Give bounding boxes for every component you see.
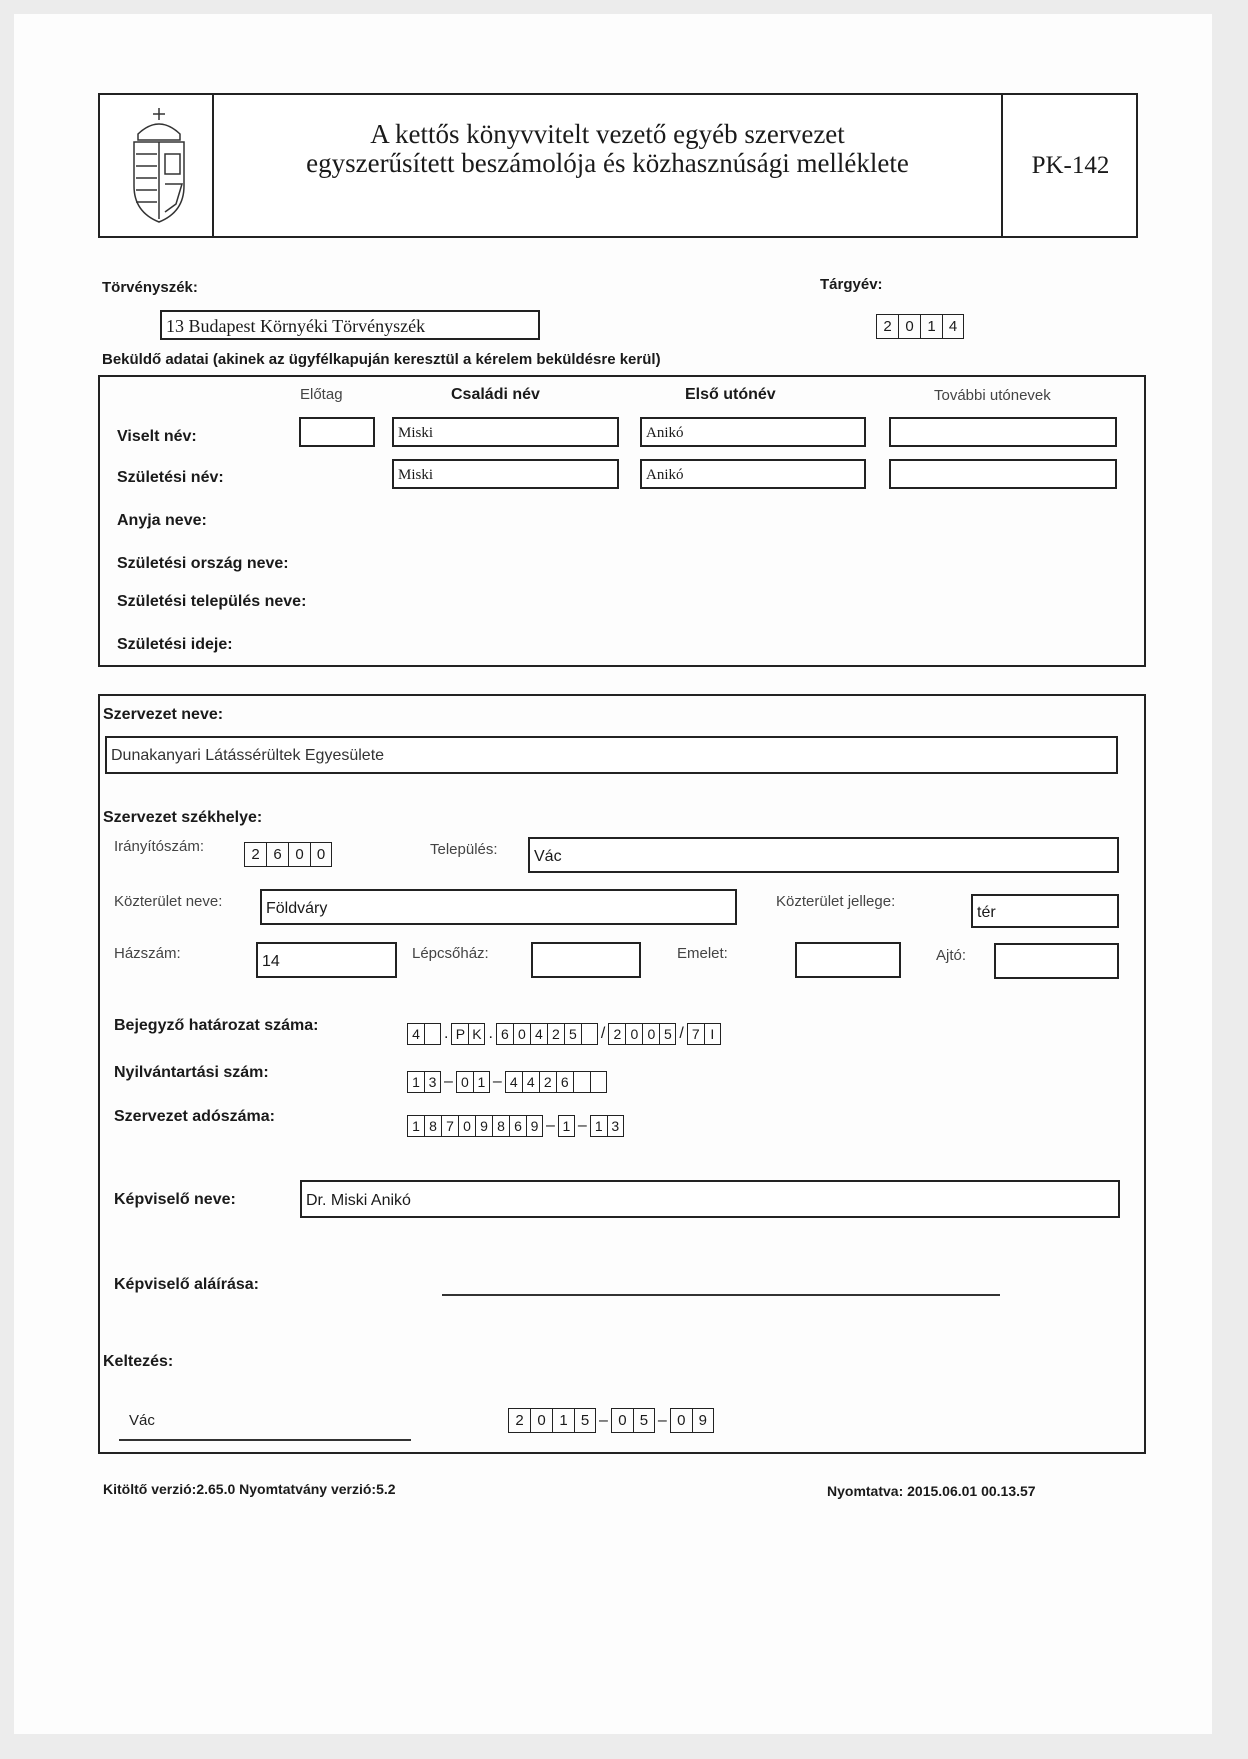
tax-digits[interactable] — [407, 1115, 624, 1137]
reg-digit: 4 — [530, 1023, 547, 1045]
year-digit: 2 — [876, 314, 898, 339]
court-label: Törvényszék: — [102, 279, 198, 296]
form-page — [14, 14, 1212, 1734]
city-label: Település: — [430, 841, 498, 858]
street-type-field[interactable]: tér — [971, 894, 1119, 928]
name-other-field[interactable] — [889, 417, 1117, 447]
name-prefix-field[interactable] — [299, 417, 375, 447]
name-row-label: Viselt név: — [117, 428, 197, 445]
col-prefix-header: Előtag — [300, 386, 343, 403]
zip-digit: 6 — [266, 842, 288, 867]
form-code: PK-142 — [1031, 152, 1110, 179]
reg-digit: 2 — [547, 1023, 564, 1045]
reg-sep: / — [600, 1025, 606, 1042]
stair-label: Lépcsőház: — [412, 945, 489, 962]
tax-sep: – — [577, 1117, 587, 1134]
tax-digit: 3 — [607, 1115, 624, 1137]
street-field[interactable]: Földváry — [260, 889, 737, 925]
col-family-header: Családi név — [451, 386, 540, 403]
tax-digit: 1 — [590, 1115, 607, 1137]
org-name-label: Szervezet neve: — [103, 706, 224, 723]
reg-sep: / — [679, 1025, 684, 1042]
reg-digit: 2 — [608, 1023, 625, 1045]
registry-digit — [573, 1071, 590, 1093]
birth-other-field[interactable] — [889, 459, 1117, 489]
year-digits[interactable] — [876, 314, 964, 339]
reg-digit: 5 — [659, 1023, 676, 1045]
date-digit: 0 — [530, 1408, 552, 1433]
col-first-header: Első utónév — [685, 386, 776, 403]
reg-digit: 7 — [687, 1023, 704, 1045]
birth-first-field[interactable]: Anikó — [640, 459, 866, 489]
birth-country-label: Születési ország neve: — [117, 555, 289, 572]
tax-digit: 9 — [526, 1115, 543, 1137]
tax-digit: 0 — [458, 1115, 475, 1137]
registry-digit: 4 — [522, 1071, 539, 1093]
registry-digit: 1 — [473, 1071, 490, 1093]
court-field[interactable]: 13 Budapest Környéki Törvényszék — [160, 310, 540, 340]
birth-city-label: Születési település neve: — [117, 593, 307, 610]
door-field[interactable] — [994, 943, 1119, 979]
coat-of-arms-icon — [120, 104, 198, 226]
registry-digit: 1 — [407, 1071, 424, 1093]
footer-printed: Nyomtatva: 2015.06.01 00.13.57 — [827, 1483, 1036, 1499]
tax-digit: 9 — [475, 1115, 492, 1137]
tax-digit: 1 — [558, 1115, 575, 1137]
sender-heading: Beküldő adatai (akinek az ügyfélkapuján keresztül a kérelem beküldésre kerül) — [102, 351, 661, 368]
zip-label: Irányítószám: — [114, 838, 205, 855]
name-first-field[interactable]: Anikó — [640, 417, 866, 447]
reg-digit: 5 — [564, 1023, 581, 1045]
rep-name-field[interactable]: Dr. Miski Anikó — [300, 1180, 1120, 1218]
registry-sep: – — [444, 1073, 453, 1090]
tax-digit: 6 — [509, 1115, 526, 1137]
date-digit: 0 — [611, 1408, 633, 1433]
name-family-field[interactable]: Miski — [392, 417, 619, 447]
reg-decision-label: Bejegyző határozat száma: — [114, 1017, 319, 1034]
date-digit: 2 — [508, 1408, 530, 1433]
reg-digit: 6 — [496, 1023, 513, 1045]
tax-digit: 7 — [441, 1115, 458, 1137]
date-digits[interactable] — [508, 1408, 714, 1433]
tax-sep: – — [546, 1117, 555, 1134]
org-name-field[interactable]: Dunakanyari Látássérültek Egyesülete — [105, 736, 1118, 774]
col-other-header: További utónevek — [934, 387, 1051, 404]
form-title-line1: A kettős könyvvitelt vezető egyéb szervezet — [370, 119, 845, 149]
date-sep: – — [657, 1411, 667, 1429]
date-digit: 9 — [692, 1408, 714, 1433]
form-title — [214, 120, 1001, 178]
street-type-label: Közterület jellege: — [776, 893, 896, 910]
registry-digit: 4 — [505, 1071, 522, 1093]
date-digit: 1 — [552, 1408, 574, 1433]
zip-digit: 0 — [288, 842, 310, 867]
dated-label: Keltezés: — [103, 1353, 174, 1370]
birth-date-label: Születési ideje: — [117, 636, 233, 653]
house-label: Házszám: — [114, 945, 181, 962]
registry-digit: 0 — [456, 1071, 473, 1093]
date-sep: – — [599, 1411, 608, 1429]
tax-digit: 8 — [424, 1115, 441, 1137]
registry-digit: 2 — [539, 1071, 556, 1093]
date-digit: 0 — [670, 1408, 692, 1433]
birth-family-field[interactable]: Miski — [392, 459, 619, 489]
house-field[interactable]: 14 — [256, 942, 397, 978]
signature-label: Képviselő aláírása: — [114, 1276, 259, 1293]
date-digit: 5 — [574, 1408, 596, 1433]
dated-place[interactable]: Vác — [129, 1412, 155, 1429]
registry-digits[interactable] — [407, 1071, 607, 1093]
reg-digit: P — [451, 1023, 468, 1045]
city-field[interactable]: Vác — [528, 837, 1119, 873]
reg-digit — [581, 1023, 598, 1045]
stair-field[interactable] — [531, 942, 641, 978]
year-digit: 1 — [920, 314, 942, 339]
rep-name-label: Képviselő neve: — [114, 1191, 236, 1208]
reg-digit — [424, 1023, 441, 1045]
reg-sep: . — [444, 1025, 449, 1042]
registry-sep: – — [492, 1073, 502, 1090]
reg-digit: 0 — [642, 1023, 659, 1045]
tax-label: Szervezet adószáma: — [114, 1108, 275, 1125]
year-digit: 0 — [898, 314, 920, 339]
zip-digit: 0 — [310, 842, 332, 867]
reg-digit: 0 — [625, 1023, 642, 1045]
tax-digit: 8 — [492, 1115, 509, 1137]
reg-digit: 0 — [513, 1023, 530, 1045]
birth-name-label: Születési név: — [117, 469, 224, 486]
footer-version: Kitöltő verzió:2.65.0 Nyomtatvány verzió:5.2 — [103, 1481, 396, 1497]
door-label: Ajtó: — [936, 947, 967, 964]
floor-field[interactable] — [795, 942, 901, 978]
registry-digit: 3 — [424, 1071, 441, 1093]
dated-place-line — [119, 1439, 411, 1441]
org-seat-label: Szervezet székhelye: — [103, 809, 263, 826]
registry-digit: 6 — [556, 1071, 573, 1093]
reg-digit: 4 — [407, 1023, 424, 1045]
form-title-line2: egyszerűsített beszámolója és közhasznúsági melléklete — [306, 148, 909, 178]
year-label: Tárgyév: — [820, 276, 883, 293]
reg-decision-digits[interactable] — [407, 1023, 721, 1045]
reg-sep: . — [488, 1025, 493, 1042]
registry-digit — [590, 1071, 607, 1093]
mother-name-label: Anyja neve: — [117, 512, 207, 529]
reg-digit: I — [704, 1023, 721, 1045]
reg-digit: K — [468, 1023, 485, 1045]
zip-digits[interactable] — [244, 842, 332, 867]
year-digit: 4 — [942, 314, 964, 339]
street-label: Közterület neve: — [114, 893, 223, 910]
tax-digit: 1 — [407, 1115, 424, 1137]
floor-label: Emelet: — [677, 945, 728, 962]
zip-digit: 2 — [244, 842, 266, 867]
date-digit: 5 — [633, 1408, 655, 1433]
signature-line[interactable] — [442, 1294, 1000, 1296]
registry-label: Nyilvántartási szám: — [114, 1064, 269, 1081]
